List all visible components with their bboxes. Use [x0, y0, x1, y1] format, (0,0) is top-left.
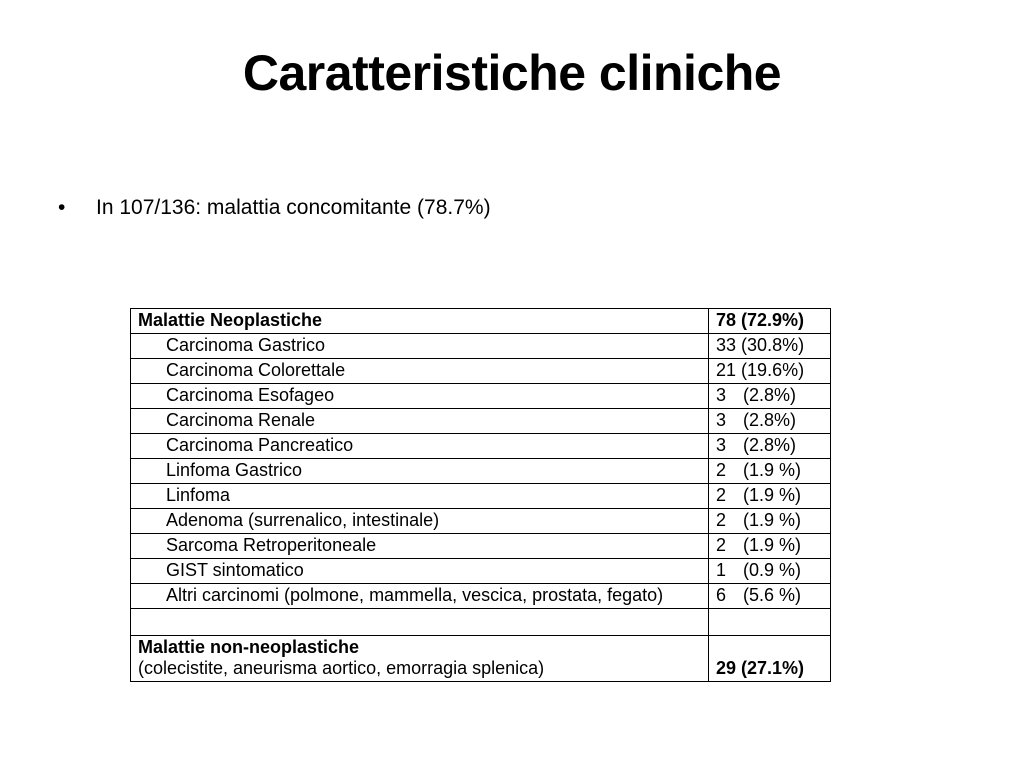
row-value [709, 559, 831, 584]
row-percent: (1.9 %) [743, 510, 802, 530]
non-neoplastic-row [131, 636, 831, 682]
non-neoplastic-detail: (colecistite, aneurisma aortico, emorragia splenica) [138, 658, 545, 678]
table-row [131, 559, 831, 584]
non-neoplastic-cell [131, 636, 709, 682]
row-percent: (0.9 %) [743, 560, 802, 580]
table-row [131, 584, 831, 609]
row-percent: (5.6 %) [743, 585, 802, 605]
blank-cell [131, 609, 709, 636]
row-label: Sarcoma Retroperitoneale [131, 534, 709, 559]
neoplastic-header-row [131, 309, 831, 334]
row-count: 1 [716, 560, 727, 580]
row-count: 2 [716, 510, 727, 530]
clinical-table [130, 308, 831, 682]
row-percent: (19.6%) [741, 360, 805, 380]
row-percent: (2.8%) [743, 410, 797, 430]
row-count: 6 [716, 585, 727, 605]
row-label: Carcinoma Pancreatico [131, 434, 709, 459]
row-value [709, 584, 831, 609]
table-row [131, 384, 831, 409]
table-row [131, 334, 831, 359]
table-row [131, 359, 831, 384]
row-value [709, 334, 831, 359]
row-count: 2 [716, 485, 727, 505]
row-label: Carcinoma Esofageo [131, 384, 709, 409]
row-label: Altri carcinomi (polmone, mammella, vescica, prostata, fegato) [131, 584, 709, 609]
bullet-text: In 107/136: malattia concomitante (78.7%) [96, 196, 491, 219]
row-label: Adenoma (surrenalico, intestinale) [131, 509, 709, 534]
table-row [131, 534, 831, 559]
row-value [709, 509, 831, 534]
table-row [131, 459, 831, 484]
row-percent: (2.8%) [743, 385, 797, 405]
row-label: GIST sintomatico [131, 559, 709, 584]
table-row [131, 409, 831, 434]
non-neoplastic-label: Malattie non-neoplastiche [138, 637, 360, 657]
neoplastic-header-value: 78 (72.9%) [709, 309, 831, 334]
row-count: 33 [716, 335, 737, 355]
row-value [709, 534, 831, 559]
neoplastic-header-label: Malattie Neoplastiche [131, 309, 709, 334]
blank-cell [709, 609, 831, 636]
row-count: 2 [716, 460, 727, 480]
bullet-item [58, 193, 491, 223]
row-label: Carcinoma Colorettale [131, 359, 709, 384]
row-label: Carcinoma Renale [131, 409, 709, 434]
row-value [709, 484, 831, 509]
row-percent: (1.9 %) [743, 460, 802, 480]
row-percent: (2.8%) [743, 435, 797, 455]
table-row [131, 484, 831, 509]
row-value [709, 459, 831, 484]
row-label: Linfoma [131, 484, 709, 509]
row-label: Carcinoma Gastrico [131, 334, 709, 359]
row-percent: (1.9 %) [743, 485, 802, 505]
table-row [131, 434, 831, 459]
table-row [131, 509, 831, 534]
non-neoplastic-value: 29 (27.1%) [709, 636, 831, 682]
row-count: 21 [716, 360, 737, 380]
row-count: 3 [716, 385, 727, 405]
row-value [709, 359, 831, 384]
row-percent: (1.9 %) [743, 535, 802, 555]
row-count: 3 [716, 435, 727, 455]
row-value [709, 434, 831, 459]
row-label: Linfoma Gastrico [131, 459, 709, 484]
row-count: 2 [716, 535, 727, 555]
row-value [709, 409, 831, 434]
row-percent: (30.8%) [741, 335, 805, 355]
bullet-marker: • [58, 196, 66, 219]
row-count: 3 [716, 410, 727, 430]
blank-row [131, 609, 831, 636]
slide-title: Caratteristiche cliniche [242, 45, 782, 101]
row-value [709, 384, 831, 409]
